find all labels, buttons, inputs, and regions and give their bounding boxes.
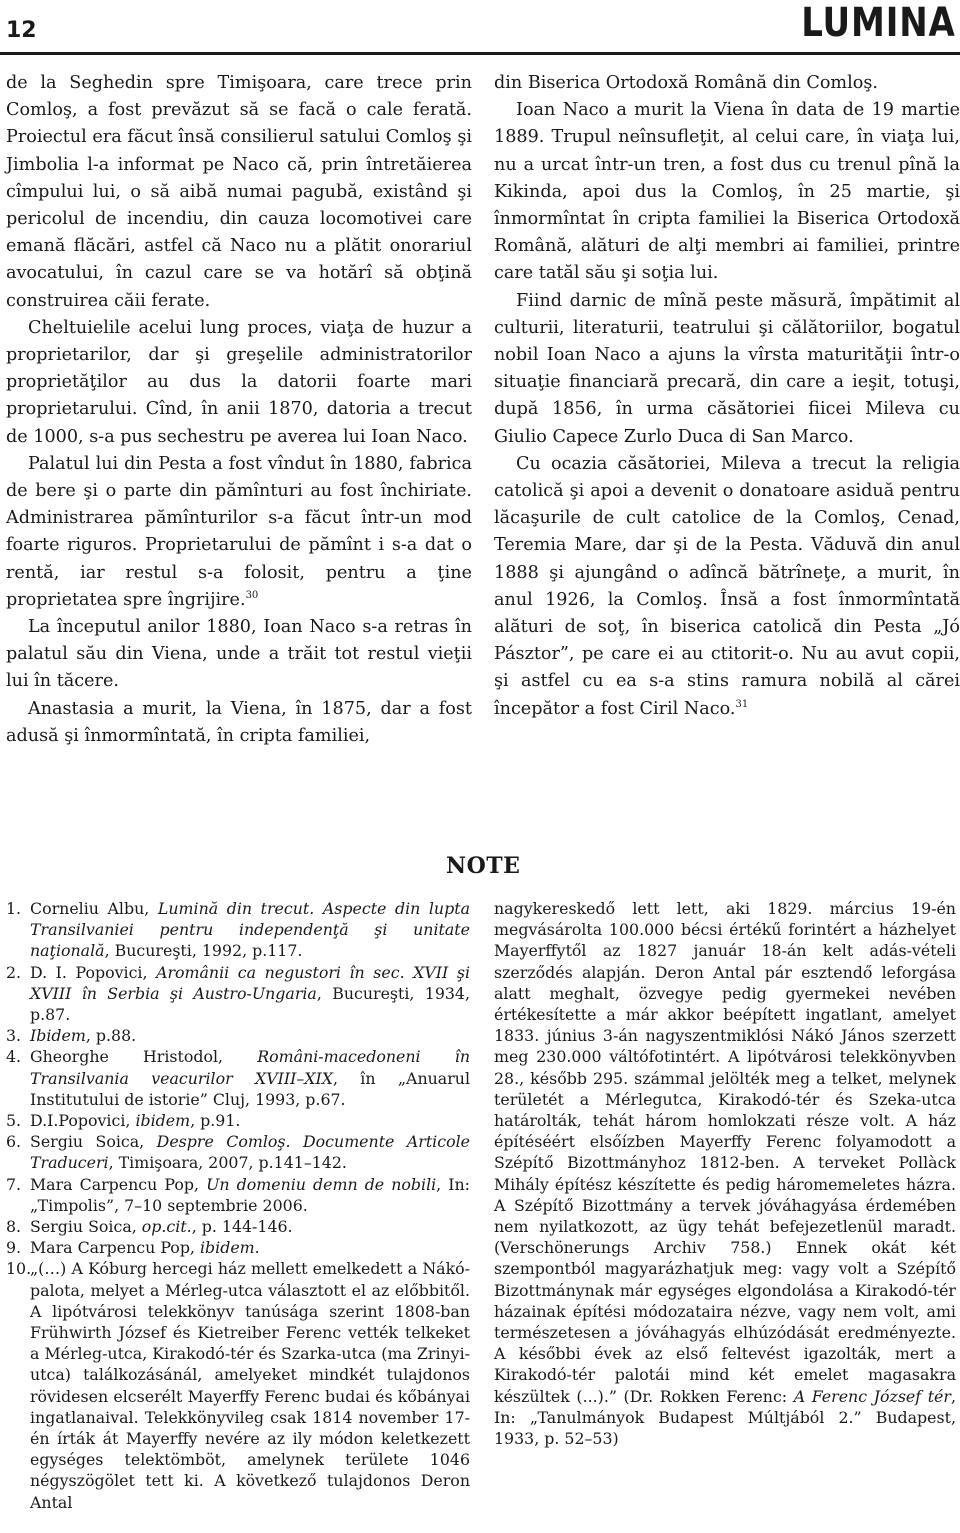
footnote-continuation [494, 898, 956, 1449]
footnote [6, 1258, 470, 1512]
footnote-ref-31[interactable]: 31 [735, 698, 749, 710]
footnote [6, 1110, 470, 1131]
footnote-title: A Ferenc József tér [793, 1386, 951, 1406]
footnote [6, 1174, 470, 1216]
footnote [6, 1237, 470, 1258]
paragraph: Anastasia a murit, la Viena, în 1875, dar a fost adusă şi înmormîntată, în cripta familiei, [6, 698, 472, 746]
footnote-text: , în „Anuarul Institutului de istorie” Cluj, 1993, p.67. [30, 1068, 470, 1109]
footnote [6, 1216, 470, 1237]
magazine-title: LUMINA [801, 0, 956, 46]
notes-column-left [6, 898, 470, 1513]
footnote-text: Sergiu Soica, [30, 1217, 142, 1237]
footnote-number: 3. [6, 1026, 22, 1046]
footnote-text: , Timişoara, 2007, p.141–142. [108, 1153, 347, 1173]
footnote-text: , Bucureşti, 1992, p.117. [104, 941, 303, 961]
footnote [6, 1046, 470, 1110]
footnote-text: „(…) A Kóburg hercegi ház mellett emelkedett a Nákó-palota, melyet a Mérleg-utca választott el az előbbitől. A lipótvárosi telekkönyv tanúsága szerint 1808-ban Frühwirth József és Kietreiber Ferenc vették telkeket a Mérleg-utca, Kirakodó-tér és Szarka-utca (ma Zrinyi-utca) találkozásánál, amelyeket mindkét tulajdonos rövidesen elcserélt Mayerffy Ferenc budai és kőbányai ingatlanaival. Telekkönyvileg csak 1814 november 17-én írták át Mayerffy nevére az ily módon keletkezett egységes telektömböt, amelynek területe 1046 négyszögölet tett ki. A következő tulajdonos Deron Antal [30, 1259, 470, 1512]
footnote-title: Un domeniu demn de nobili [206, 1174, 437, 1194]
paragraph: de la Seghedin spre Timişoara, care trece prin Comloş, a fost prevăzut să se facă o cale ferată. Proiectul era făcut însă consilierul satului Comloş şi Jimbolia l-a informat pe Naco că, prin întretăierea cîmpului lui, o să aibă numai pagubă, existând şi pericolul de incendiu, din cauza locomotivei care emană flăcări, astfel că Naco nu a plătit onorariul avocatului, în cazul care se va hotărî să obţină construirea căii ferate. [6, 73, 472, 311]
footnote [6, 1025, 470, 1046]
footnote-text: , p.91. [190, 1111, 241, 1131]
footnote-text: , p. 144-146. [191, 1217, 293, 1237]
footnote-title: Ibidem [30, 1026, 86, 1046]
footnote-text: Corneliu Albu, [30, 899, 158, 918]
paragraph-text: Cu ocazia căsătoriei, Mileva a trecut la religia catolică şi apoi a devenit o donatoare asiduă pentru lăcaşurile de cult catolice de la Comloş, Cenad, Teremia Mare, dar şi de la Pesta. Văduvă din anul 1888 şi ajungând o adîncă bătrîneţe, a murit, în anul 1926, la Comloş. Însă a fost înmormîntată alături de soţ, în biserica catolică din Pesta „Jó Pásztor”, pe care ei au ctitorit-o. Nu au avut copii, şi astfel cu ea s-a stins ramura nobilă al cărei începător a fost Ciril Naco. [494, 453, 960, 719]
paragraph: La începutul anilor 1880, Ioan Naco s-a retras în palatul său din Viena, unde a trăit tot restul vieţii lui în tăcere. [6, 617, 472, 692]
footnote-title: op.cit. [141, 1217, 192, 1237]
footnote-title: Aromânii ca negustori în sec. XVII şi XVIII în Serbia şi Austro-Ungaria [30, 962, 470, 1003]
footnote-number: 7. [6, 1174, 22, 1194]
footnote-number: 9. [6, 1238, 22, 1258]
paragraph: din Biserica Ortodoxă Română din Comloş. [494, 73, 878, 93]
footnote-number: 5. [6, 1111, 22, 1131]
footnote-text: , In: „Tanulmányok Budapest Múltjából 2.” Budapest, 1933, p. 52–53) [494, 1386, 956, 1449]
footnote-text: Mara Carpencu Pop, [30, 1238, 200, 1258]
paragraph [494, 451, 960, 723]
paragraph [6, 451, 472, 614]
footnote-title: ibidem. [199, 1238, 260, 1258]
footnote-text: D. I. Popovici, [30, 962, 157, 982]
footnote-text: nagykereskedő lett lett, aki 1829. március 19-én megvásárolta 100.000 bécsi értékű forintért a házhelyet Mayerffytől az 1827 január 18-án kelt adás-vételi szerződés alapján. Deron Antal pár esztendő leforgása alatt meghalt, özvegye pedig gyermekei nevében értékesítette a már akkor beépített ingatlant, amelyet 1833. június 3-án nagyszentmiklósi Nákó János szerzett meg 230.000 váltófotintért. A lipótvárosi telekkönyvben 28., később 295. számmal jelölték meg a telket, melynek területét a Mérlegutca, Kirakodó-tér és Szeka-utca határolták, tehát három homlokzati része volt. A ház építéséért elsőízben Mayerffy Ferenc folyamodott a Szépítő Bizottmányhoz 1812-ben. A terveket Pollàck Mihály építész készítette és pedig háromemeletes házra. A Szépítő Bizottmány a tervek jóváhagyása érdemében nem nyilatkozott, az ügy tehát befejezetlenül maradt. (Verschönerungs Archiv 758.) Ennek okát két szempontból magyarázhatjuk meg: vagy volt a Szépítő Bizottmánynak már egységes elgondolása a Kirakodó-tér házainak építési módozataira nézve, vagy nem volt, ami természetesen a jóváhagyás elhúzódását eredményezte. A későbbi évek az első feltevést igazolták, mert a Kirakodó-tér palotái mind két emelet magasakra készültek (...).” (Dr. Rokken Ferenc: [494, 899, 956, 1406]
page-header [0, 0, 960, 58]
footnote-title: Români-macedoneni în Transilvania veacurilor XVIII–XIX [30, 1047, 471, 1088]
footnote-title: ibidem [135, 1111, 191, 1131]
header-rule [0, 52, 960, 55]
article-column-left [6, 70, 472, 750]
footnote-text: Mara Carpencu Pop, [30, 1174, 207, 1194]
footnote-number: 10. [6, 1259, 32, 1279]
footnote-ref-30[interactable]: 30 [245, 590, 259, 601]
footnote-number: 2. [6, 962, 22, 982]
footnote [6, 1131, 470, 1173]
notes-heading: NOTE [446, 853, 521, 879]
footnote-text: D.I.Popovici, [30, 1111, 136, 1131]
footnote-text: , p.88. [85, 1026, 137, 1046]
article-column-right [494, 70, 960, 723]
paragraph-text: Palatul lui din Pesta a fost vîndut în 1880, fabrica de bere şi o parte din pămînturi au fost închiriate. Administrarea pămînturilor s-a făcut într-un mod foarte riguros. Proprietarului de pămînt i s-a dat o rentă, iar restul s-a folosit, pentru a ţine proprietatea spre îngrijire. [6, 453, 472, 610]
footnote-number: 4. [6, 1047, 22, 1067]
footnote-text: , In: „Timpolis”, 7–10 septembrie 2006. [30, 1174, 470, 1215]
footnote-number: 6. [6, 1132, 22, 1152]
footnote-title: Lumină din trecut. Aspecte din lupta Transilvaniei pentru independenţă şi unitate naţională [30, 899, 470, 961]
paragraph: Cheltuielile acelui lung proces, viaţa de huzur a proprietarilor, dar şi greşelile administratorilor proprietăţilor au dus la datorii foarte mari proprietarului. Cînd, în anii 1870, datoria a trecut de 1000, s-a pus sechestru pe averea lui Ioan Naco. [6, 317, 472, 447]
footnote [6, 898, 470, 962]
footnote-number: 1. [6, 899, 22, 918]
page-number: 12 [6, 18, 37, 43]
paragraph: Ioan Naco a murit la Viena în data de 19 martie 1889. Trupul neînsufleţit, al celui care, în viaţa lui, nu a urcat într-un tren, a fost dus cu trenul pînă la Kikinda, apoi dus la Comloş, în 25 martie, şi înmormîntat în cripta familiei la Biserica Ortodoxă Română, alături de alţi membri ai familiei, printre care tatăl său şi soţia lui. [494, 100, 960, 284]
footnote-text: Sergiu Soica, [30, 1132, 157, 1152]
notes-column-right [494, 898, 956, 1449]
footnote-text: , Bucureşti, 1934, p.87. [30, 983, 470, 1025]
footnote-title: Despre Comloş. Documente Articole Traduceri [30, 1132, 470, 1173]
footnote-number: 8. [6, 1217, 22, 1237]
footnote [6, 962, 470, 1026]
paragraph: Fiind darnic de mînă peste măsură, împătimit al culturii, literaturii, teatrului şi călătoriilor, bogatul nobil Ioan Naco a ajuns la vîrsta maturităţii într-o situaţie financiară precară, din care a ieşit, totuşi, după 1856, în urma căsătoriei fiicei Mileva cu Giulio Capece Zurlo Duca di San Marco. [494, 290, 960, 447]
footnote-text: Gheorghe Hristodol, [30, 1047, 258, 1067]
